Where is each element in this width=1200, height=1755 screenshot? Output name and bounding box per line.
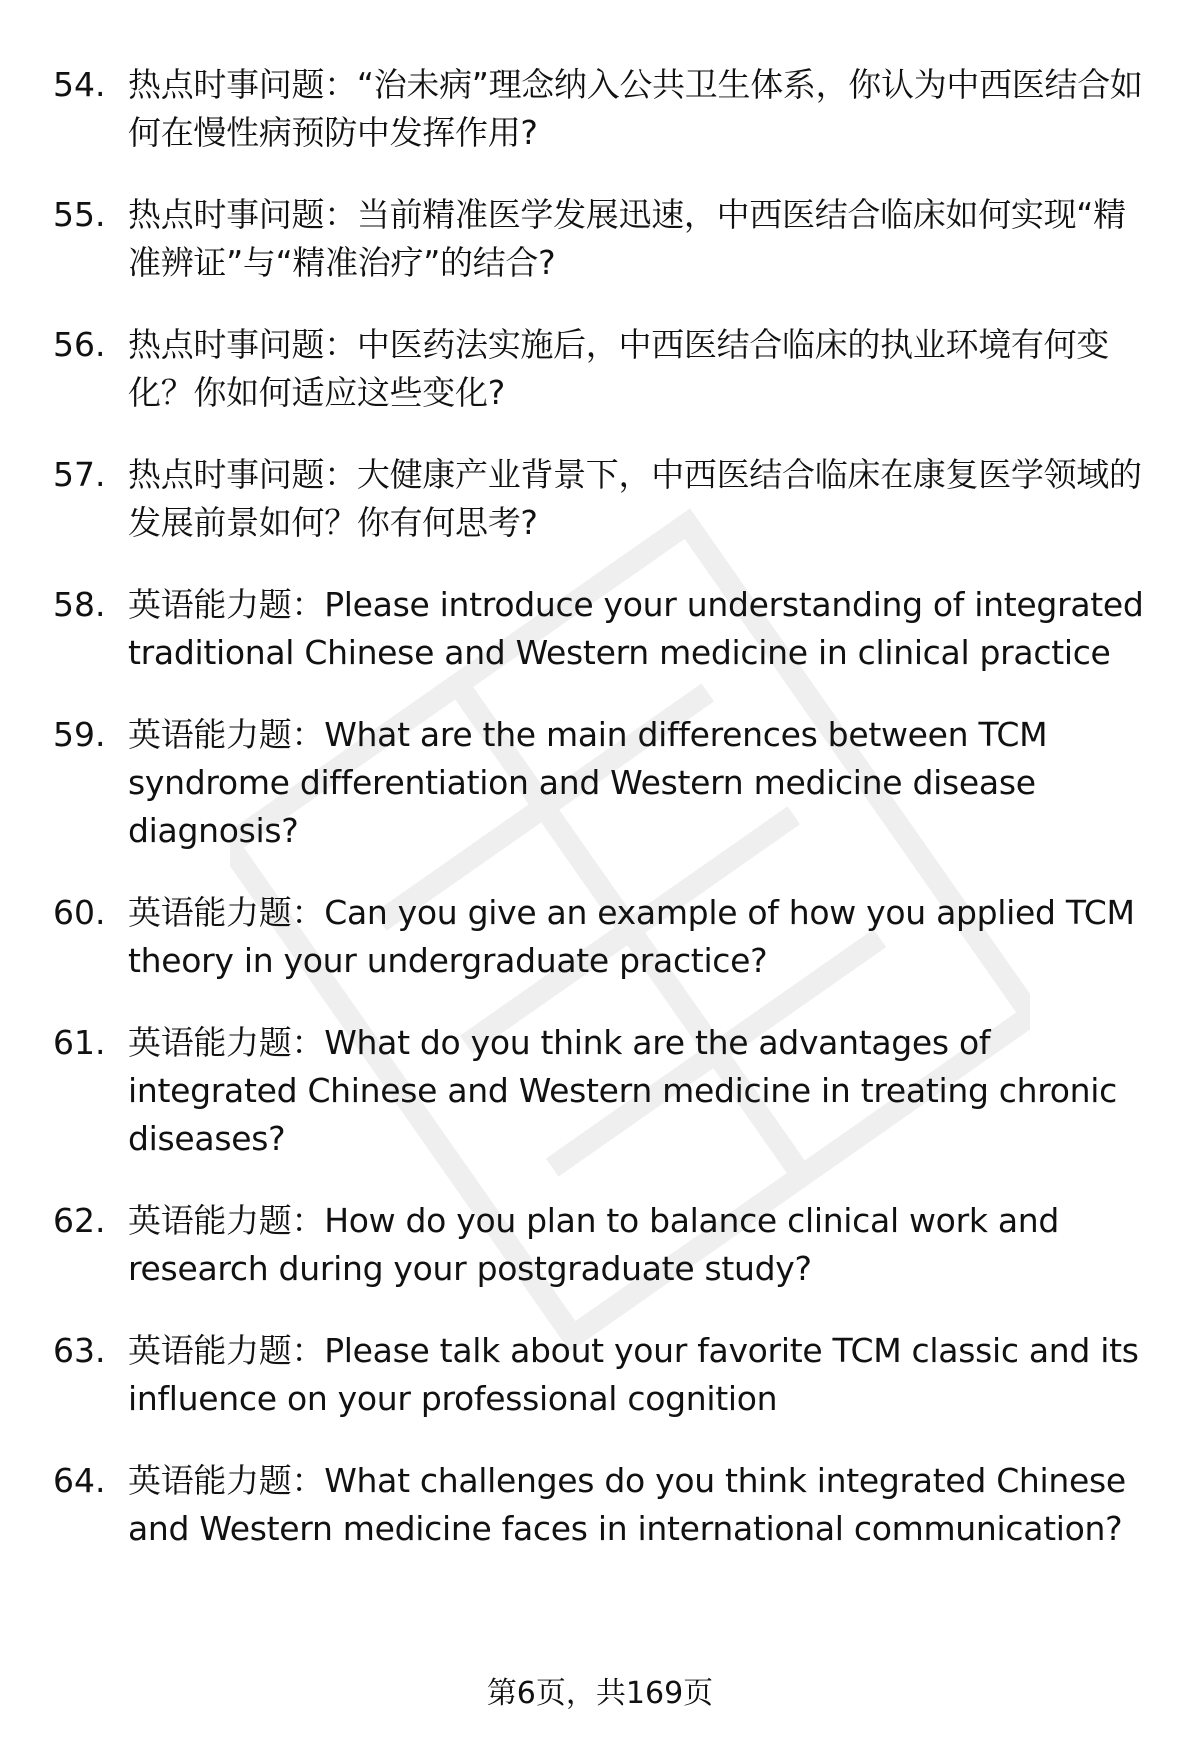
question-item	[0, 1019, 1200, 1163]
question-number: 55.	[53, 195, 106, 234]
question-number: 57.	[53, 455, 106, 494]
question-text: 英语能力题：What do you think are the advantages of integrated Chinese and Western medicine in treating chronic diseases?	[128, 1023, 1118, 1158]
question-item	[0, 711, 1200, 855]
question-number: 62.	[53, 1201, 106, 1240]
question-item	[0, 1197, 1200, 1293]
question-text: 英语能力题：How do you plan to balance clinical work and research during your postgraduate study?	[128, 1201, 1060, 1288]
question-number: 56.	[53, 325, 106, 364]
question-text: 英语能力题：Can you give an example of how you applied TCM theory in your undergraduate practice?	[128, 893, 1135, 980]
question-number: 59.	[53, 715, 106, 754]
question-number: 61.	[53, 1023, 106, 1062]
question-text: 热点时事问题：大健康产业背景下，中西医结合临床在康复医学领域的发展前景如何？你有何思考?	[128, 455, 1142, 542]
question-number: 54.	[53, 65, 106, 104]
question-item	[0, 1327, 1200, 1423]
question-list	[0, 61, 1200, 1587]
question-text: 英语能力题：What are the main differences between TCM syndrome differentiation and Western medicine disease diagnosis?	[128, 715, 1048, 850]
question-number: 60.	[53, 893, 106, 932]
question-number: 64.	[53, 1461, 106, 1500]
question-text: 热点时事问题：当前精准医学发展迅速，中西医结合临床如何实现“精准辨证”与“精准治疗”的结合?	[128, 195, 1126, 282]
question-text: 英语能力题：Please talk about your favorite TCM classic and its influence on your professional cognition	[128, 1331, 1139, 1418]
question-text: 英语能力题：What challenges do you think integrated Chinese and Western medicine faces in international communication?	[128, 1461, 1126, 1548]
question-text: 热点时事问题：中医药法实施后，中西医结合临床的执业环境有何变化？你如何适应这些变化?	[128, 325, 1110, 412]
question-item	[0, 451, 1200, 547]
question-item	[0, 321, 1200, 417]
question-item	[0, 61, 1200, 157]
question-item	[0, 889, 1200, 985]
question-number: 58.	[53, 585, 106, 624]
question-text: 热点时事问题：“治未病”理念纳入公共卫生体系，你认为中西医结合如何在慢性病预防中发挥作用?	[128, 65, 1143, 152]
question-number: 63.	[53, 1331, 106, 1370]
question-text: 英语能力题：Please introduce your understanding of integrated traditional Chinese and Western medicine in clinical practice	[128, 585, 1144, 672]
question-item	[0, 581, 1200, 677]
question-item	[0, 1457, 1200, 1553]
question-item	[0, 191, 1200, 287]
page-number: 第6页，共169页	[486, 1676, 714, 1711]
